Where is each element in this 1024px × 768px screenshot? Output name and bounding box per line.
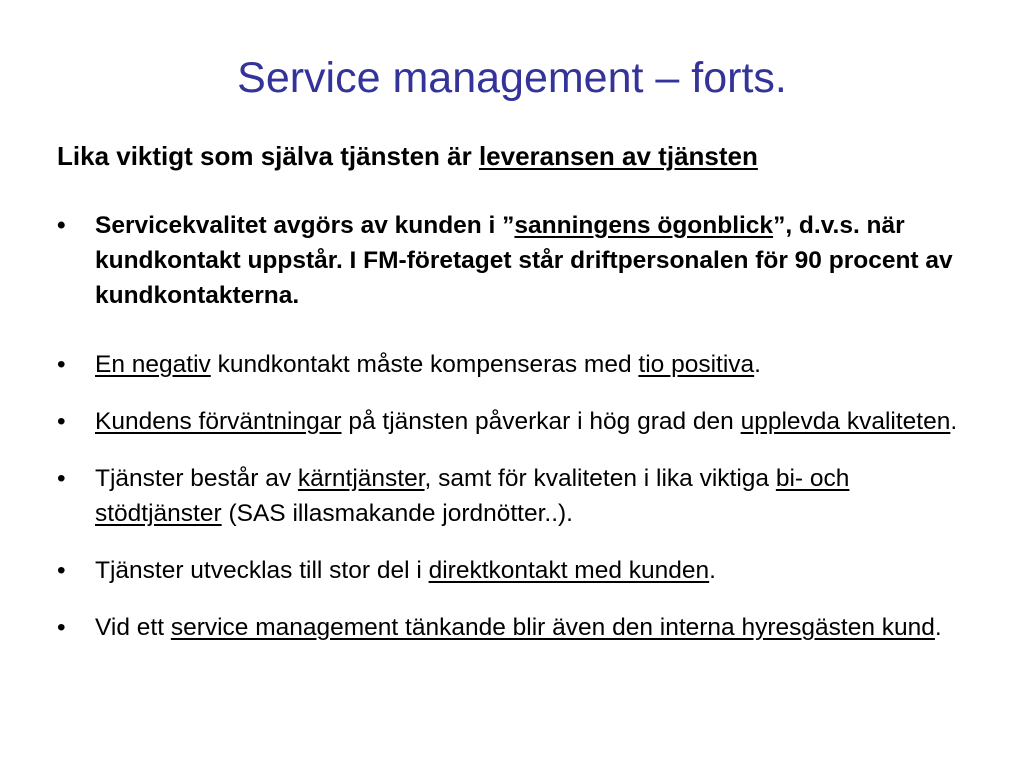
bullet-item-2 (57, 347, 977, 382)
bullet-underlined: En negativ (95, 351, 211, 378)
lead-statement (57, 138, 758, 174)
bullet-dot: • (57, 212, 66, 239)
bullet-list (57, 208, 977, 667)
bullet-text: , samt för kvaliteten i lika viktiga (424, 465, 776, 492)
bullet-dot: • (57, 557, 66, 584)
bullet-underlined: kärntjänster (297, 465, 425, 492)
bullet-item-5 (57, 553, 977, 588)
bullet-text: Vid ett (95, 614, 171, 641)
bullet-text: . (950, 408, 958, 435)
bullet-dot: • (57, 351, 66, 378)
bullet-text: . (754, 351, 761, 378)
bullet-item-3 (57, 404, 977, 439)
bullet-text: kundkontakt måste kompenseras med (210, 351, 639, 378)
bullet-text: Servicekvalitet avgörs av kunden i ” (95, 212, 515, 239)
bullet-item-6 (57, 610, 977, 645)
bullet-underlined: Kundens förväntningar (95, 408, 342, 435)
bullet-underlined: service management tänkande blir även den interna hyresgästen kund (170, 614, 935, 641)
bullet-item-1 (57, 208, 977, 313)
lead-underlined-phrase: leveransen av tjänsten (478, 141, 758, 171)
bullet-text: Tjänster utvecklas till stor del i (95, 557, 429, 584)
slide-title: Service management – forts. (237, 54, 787, 102)
bullet-text: . (709, 557, 716, 584)
bullet-dot: • (57, 465, 66, 492)
bullet-underlined: bi- och stödtjänster (95, 465, 850, 527)
lead-text: Lika viktigt som själva tjänsten är (57, 141, 479, 171)
bullet-text: ”, d.v.s. när kundkontakt uppstår. I FM-företaget står driftpersonalen för 90 procent av kundkontakterna. (95, 212, 953, 309)
bullet-underlined: tio positiva (638, 351, 755, 378)
bullet-text: . (934, 614, 942, 641)
bullet-dot: • (57, 614, 66, 641)
bullet-text: på tjänsten påverkar i hög grad den (341, 408, 741, 435)
bullet-item-4 (57, 461, 977, 531)
bullet-underlined: direktkontakt med kunden (428, 557, 710, 584)
bullet-underlined: sanningens ögonblick (514, 212, 774, 239)
bullet-dot: • (57, 408, 66, 435)
bullet-underlined: upplevda kvaliteten (740, 408, 951, 435)
bullet-text: (SAS illasmakande jordnötter..). (221, 500, 573, 527)
bullet-text: Tjänster består av (95, 465, 298, 492)
